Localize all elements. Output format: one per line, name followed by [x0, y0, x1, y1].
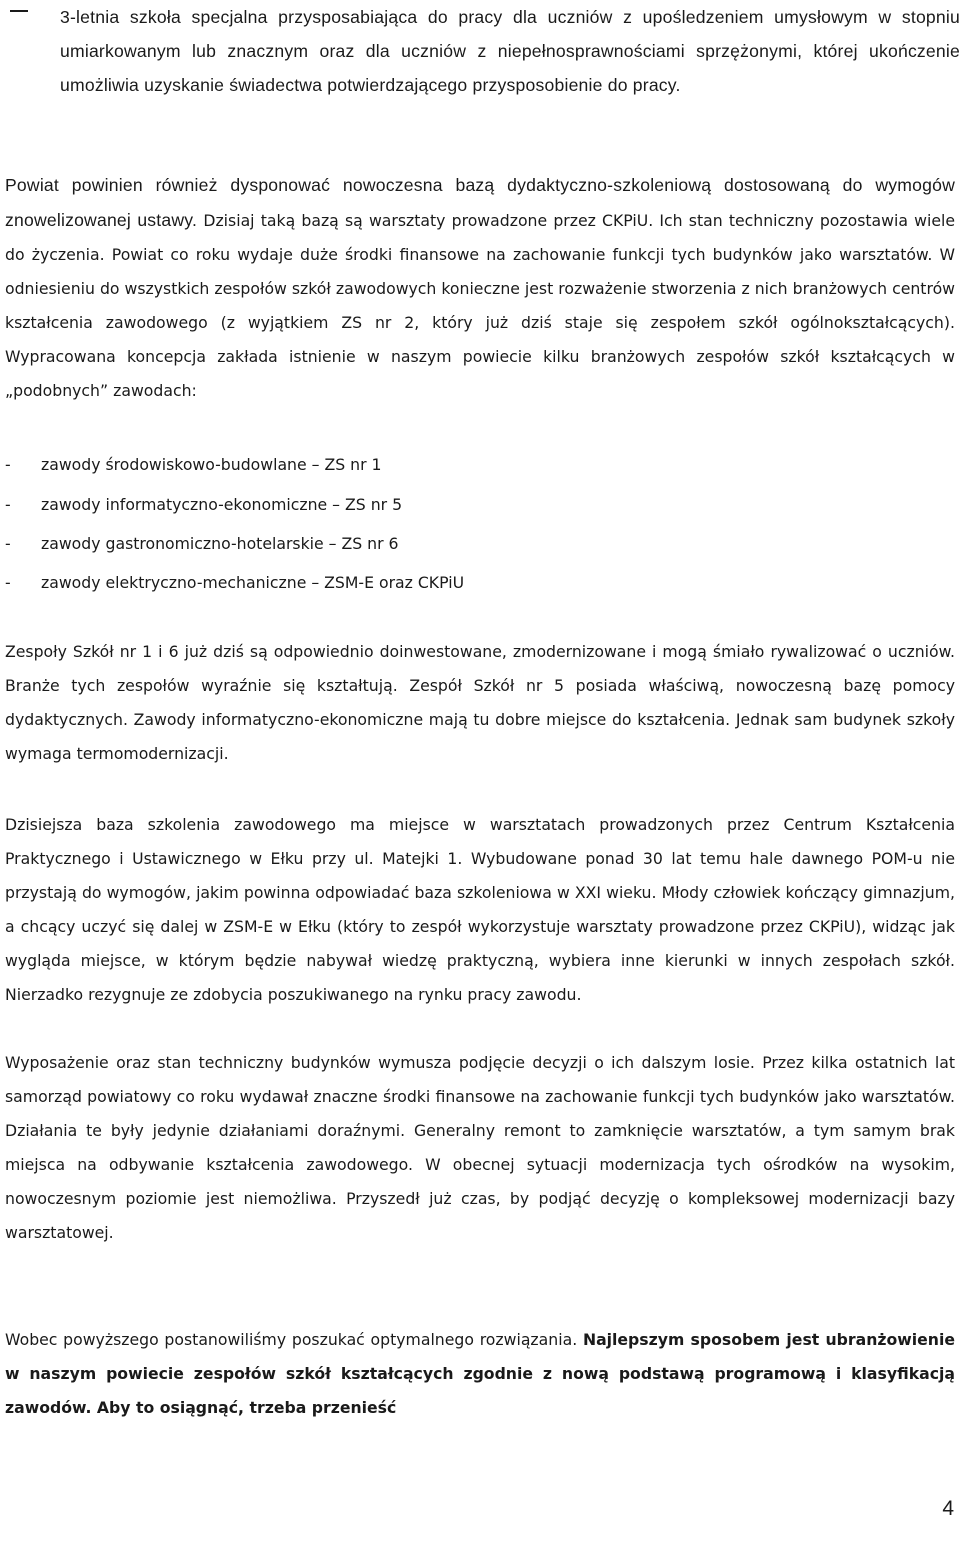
dash-bullet-icon — [10, 10, 28, 12]
list-item — [5, 493, 905, 517]
list-item — [5, 532, 905, 556]
page-number: 4 — [942, 1497, 954, 1520]
list-item — [5, 571, 905, 595]
list-item-text: zawody elektryczno-mechaniczne – ZSM-E oraz CKPiU — [41, 573, 465, 592]
paragraph-base-dydaktyczna — [5, 168, 955, 408]
paragraph-wyposazenie: Wyposażenie oraz stan techniczny budynków wymusza podjęcie decyzji o ich dalszym losie. Przez kilka ostatnich lat samorząd powiatowy co roku wydawał znaczne środki finansowe na zachowanie funkcji tych budynków jako warsztatów. Działania te były jedynie działaniami doraźnymi. Generalny remont to zamknięcie warsztatów, a tym samym brak miejsca na odbywanie kształcenia zawodowego. W obecnej sytuacji modernizacja tych ośrodków na wysokim, nowoczesnym poziomie jest niemożliwa. Przyszedł już czas, by podjąć decyzję o kompleksowej modernizacji bazy warsztatowej. — [5, 1053, 955, 1242]
paragraph-zespoly-szkol: Zespoły Szkół nr 1 i 6 już dziś są odpowiednio doinwestowane, zmodernizowane i mogą śmiało rywalizować o uczniów. Branże tych zespołów wyraźnie się kształtują. Zespół Szkół nr 5 posiada właściwą, nowoczesną bazę pomocy dydaktycznych. Zawody informatyczno-ekonomiczne mają tu dobre miejsce do kształcenia. Jednak sam budynek szkoły wymaga termomodernizacji. — [5, 642, 955, 763]
list-item — [5, 453, 905, 477]
paragraph-rozwiazanie — [5, 1323, 955, 1425]
paragraph-5-bold: Najlepszym sposobem jest ubranżowienie w naszym powiecie zespołów szkół kształcących zgodnie z nową podstawą programową i klasyfikacją zawodów. Aby to osiągnąć, trzeba przenieść — [5, 1330, 955, 1417]
paragraph-1-part-3: W odniesieniu do wszystkich zespołów szkół zawodowych konieczne jest rozważenie stworzenia z nich branżowych centrów kształcenia zawodowego (z wyjątkiem ZS nr 2, który już dziś staje się zespołem szkół ogólnokształcących). Wypracowana koncepcja zakłada istnienie w naszym powiecie kilku branżowych zespołów szkół kształcących w „podobnych” zawodach: — [5, 245, 955, 400]
list-bullet: - — [5, 455, 11, 474]
list-item-text: zawody gastronomiczno-hotelarskie – ZS nr 6 — [41, 534, 399, 553]
paragraph-1-part-1: Powiat powinien również dysponować nowoczesna bazą dydaktyczno-szkoleniową dostosowaną do wymogów znowelizowanej ustawy. — [5, 175, 955, 230]
paragraph-baza-szkolenia: Dzisiejsza baza szkolenia zawodowego ma miejsce w warsztatach prowadzonych przez Centrum Kształcenia Praktycznego i Ustawicznego w Ełku przy ul. Matejki 1. Wybudowane ponad 30 lat temu hale dawnego POM-u nie przystają do wymogów, jakim powinna odpowiadać baza szkoleniowa w XXI wieku. Młody człowiek kończący gimnazjum, a chcący uczyć się dalej w ZSM-E w Ełku (który to zespół wykorzystuje warsztaty prowadzone przez CKPiU), widząc jak wygląda miejsce, w którym będzie nabywał wiedzę praktyczną, wybiera inne kierunki w innych zespołach szkół. Nierzadko rezygnuje ze zdobycia poszukiwanego na rynku pracy zawodu. — [5, 815, 955, 1004]
paragraph-1-part-2: Dzisiaj taką bazą są warsztaty prowadzone przez CKPiU. Ich stan techniczny pozostawia wiele do życzenia. Powiat co roku wydaje duże środki finansowe na zachowanie funkcji tych budynków jako warsztatów. — [5, 211, 955, 264]
list-bullet: - — [5, 573, 11, 592]
paragraph-5-normal: Wobec powyższego postanowiliśmy poszukać optymalnego rozwiązania. — [5, 1330, 583, 1349]
list-bullet: - — [5, 495, 11, 514]
list-item-text: zawody informatyczno-ekonomiczne – ZS nr 5 — [41, 495, 403, 514]
list-bullet: - — [5, 534, 11, 553]
intro-item-text: 3-letnia szkoła specjalna przysposabiająca do pracy dla uczniów z upośledzeniem umysłowym w stopniu umiarkowanym lub znacznym oraz dla uczniów z niepełnosprawnościami sprzężonymi, której ukończenie umożliwia uzyskanie świadectwa potwierdzającego przysposobienie do pracy. — [60, 7, 960, 95]
list-item-text: zawody środowiskowo-budowlane – ZS nr 1 — [41, 455, 382, 474]
